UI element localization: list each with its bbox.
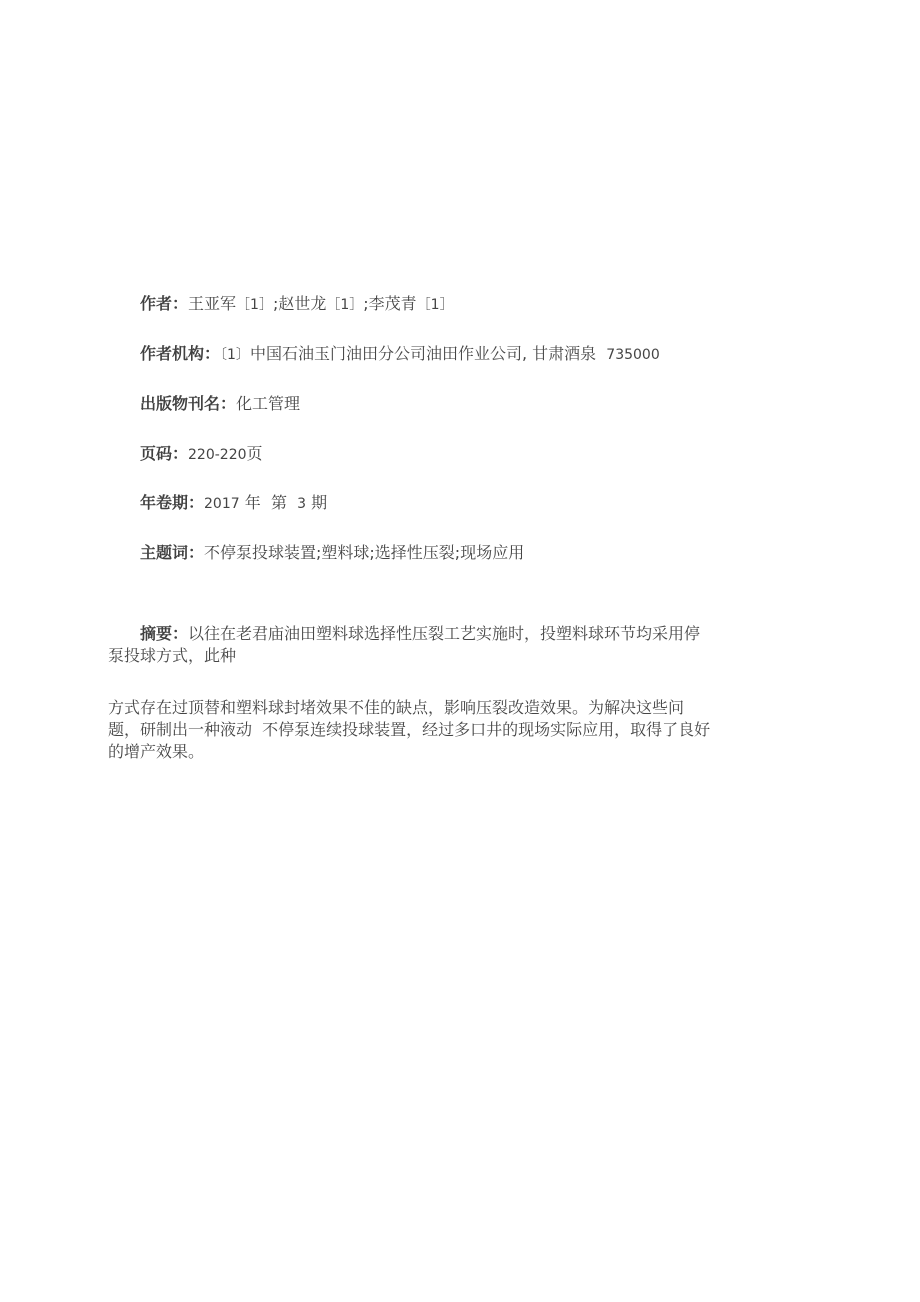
issue-year: 2017 <box>204 496 240 512</box>
abstract-line-5: 的增产效果。 <box>108 742 205 761</box>
keywords-row <box>140 542 524 564</box>
abstract-line-2: 泵投球方式，此种 <box>108 646 237 665</box>
keywords-label: 主题词： <box>140 543 205 562</box>
keywords-value: 不停泵投球装置;塑料球;选择性压裂;现场应用 <box>204 543 525 562</box>
issue-label: 年卷期： <box>140 493 205 512</box>
affiliation-label: 作者机构： <box>140 344 221 363</box>
author-1: 王亚军 <box>188 294 237 313</box>
pages-row <box>140 443 263 466</box>
pages-unit: 页 <box>246 444 263 463</box>
author-2-ref: ［1］ <box>326 297 364 313</box>
pages-label: 页码： <box>140 444 189 463</box>
abstract-paragraph-1 <box>108 623 808 667</box>
abstract-text-1: 以往在老君庙油田塑料球选择性压裂工艺实施时，投塑料球环节均采用停 <box>188 624 701 643</box>
issue-unit: 期 <box>311 493 328 512</box>
affiliation-postcode: 735000 <box>606 347 660 363</box>
author-3: ;李茂青 <box>363 294 417 313</box>
abstract-paragraph-2 <box>108 697 808 763</box>
abstract-line-4: 题，研制出一种液动 不停泵连续投球装置，经过多口井的现场实际应用，取得了良好 <box>108 720 711 739</box>
journal-name: 化工管理 <box>236 394 301 413</box>
journal-row <box>140 393 300 415</box>
abstract-label: 摘要： <box>140 624 189 643</box>
authors-label: 作者： <box>140 294 189 313</box>
authors-row <box>140 293 454 316</box>
affiliation-text: 中国石油玉门油田分公司油田作业公司, 甘肃酒泉 <box>249 344 597 363</box>
author-2: ;赵世龙 <box>272 294 327 313</box>
abstract-line-3: 方式存在过顶替和塑料球封堵效果不佳的缺点，影响压裂改造效果。为解决这些问 <box>108 698 685 717</box>
journal-label: 出版物刊名： <box>140 394 237 413</box>
abstract-line-1 <box>108 623 808 645</box>
author-1-ref: ［1］ <box>236 297 273 313</box>
pages-number: 220-220 <box>188 447 247 463</box>
author-3-ref: ［1］ <box>416 297 454 313</box>
affiliation-prefix: 〔1〕 <box>220 347 250 363</box>
affiliation-row <box>140 343 660 366</box>
issue-di: 第 <box>270 493 287 512</box>
issue-number: 3 <box>297 496 307 512</box>
issue-row <box>140 492 327 515</box>
issue-year-unit: 年 <box>244 493 261 512</box>
